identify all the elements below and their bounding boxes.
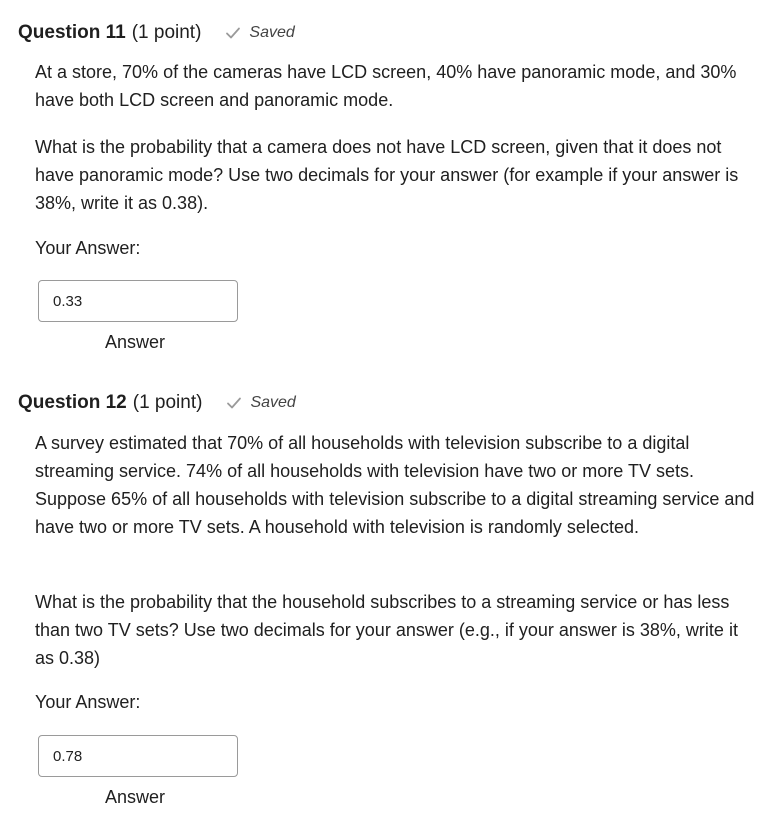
saved-label: Saved <box>250 394 296 411</box>
question-points: (1 point) <box>131 22 202 43</box>
saved-status <box>226 394 295 412</box>
question-title: Question 12 <box>18 392 127 413</box>
question-title: Question 11 <box>18 22 126 43</box>
answer-input[interactable] <box>38 735 238 777</box>
answer-caption: Answer <box>105 787 166 807</box>
your-answer-label: Your Answer: <box>35 238 141 258</box>
question-points: (1 point) <box>132 392 203 413</box>
answer-input[interactable] <box>38 280 238 322</box>
question-header <box>18 22 295 44</box>
answer-caption: Answer <box>105 332 166 352</box>
question-text: At a store, 70% of the cameras have LCD screen, 40% have panoramic mode, and 30% have both LCD screen and panoramic mode. <box>35 62 737 110</box>
saved-label: Saved <box>249 24 295 41</box>
question-prompt: What is the probability that a camera does not have LCD screen, given that it does not have panoramic mode? Use two decimals for your answer (for example if your answer is 38%, write it as 0.38). <box>35 137 739 213</box>
question-prompt: What is the probability that the household subscribes to a streaming service or has less than two TV sets? Use two decimals for your answer (e.g., if your answer is 38%, write it as 0.38) <box>35 592 738 668</box>
checkmark-icon <box>225 25 241 41</box>
checkmark-icon <box>226 395 242 411</box>
your-answer-label: Your Answer: <box>35 692 141 712</box>
question-header <box>18 392 296 414</box>
saved-status <box>225 24 294 42</box>
question-text: A survey estimated that 70% of all households with television subscribe to a digital streaming service. 74% of all households with television have two or more TV sets. Suppose 65% of all households with television subscribe to a digital streaming service and have two or more TV sets. A household with television is randomly selected. <box>35 433 755 537</box>
